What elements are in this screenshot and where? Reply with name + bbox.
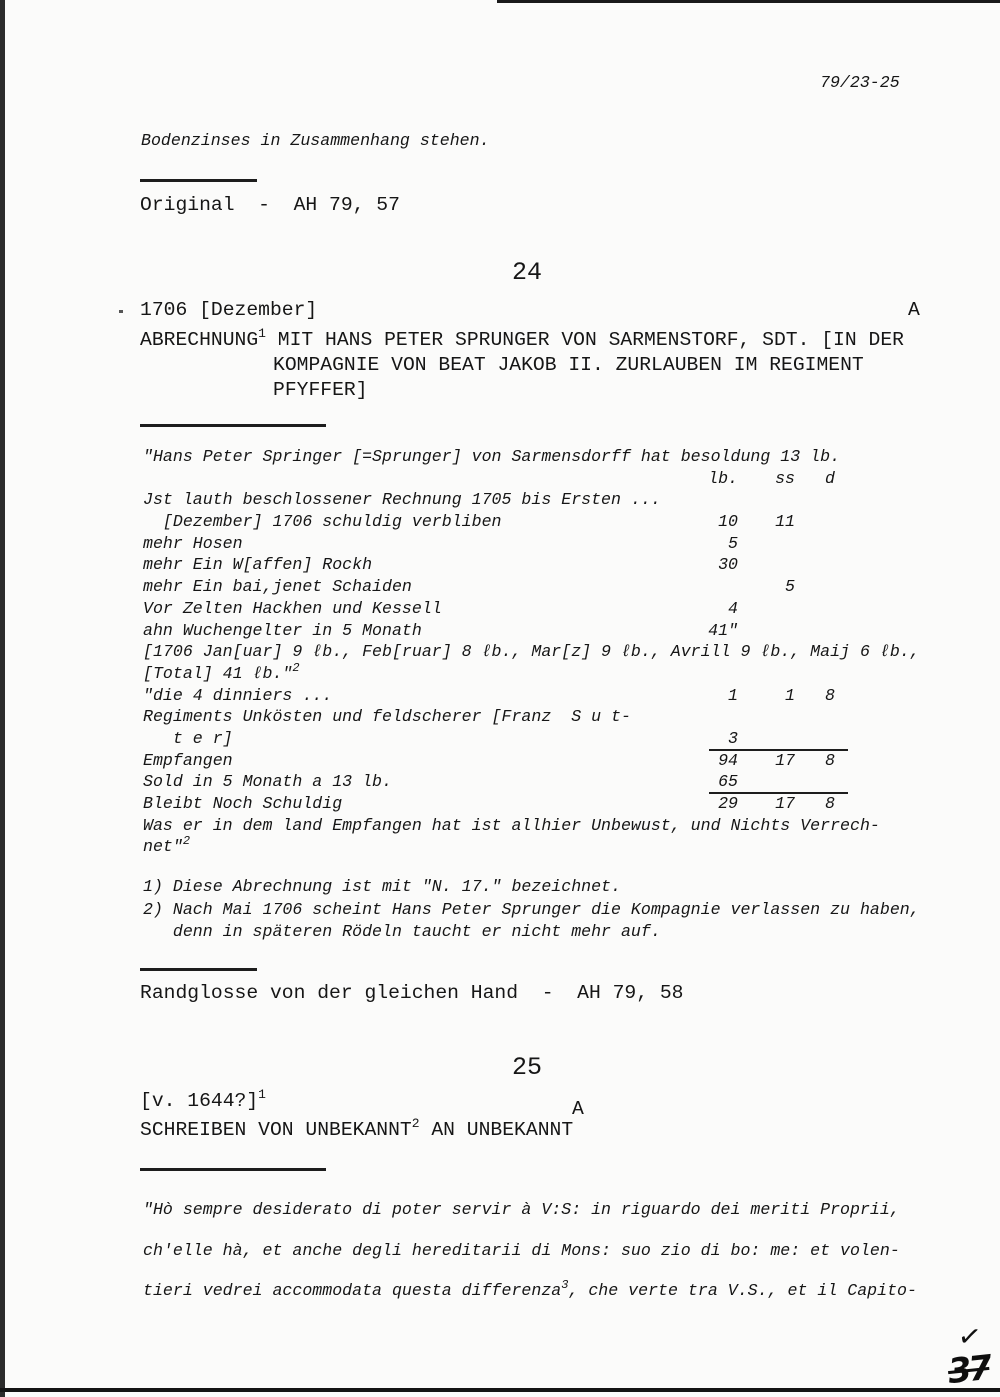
entry-24-number: 24 — [512, 258, 543, 287]
account-row-label: Bleibt Noch Schuldig — [143, 794, 343, 813]
amount-lb: 65 — [718, 772, 738, 792]
account-row-label: ahn Wuchengelter in 5 Monath — [143, 620, 422, 640]
archive-ref-number: 79/23-25 — [820, 73, 900, 92]
account-header-row — [143, 468, 903, 490]
account-row-label: "die 4 dinniers ... — [143, 685, 333, 705]
footnote-1: 1) Diese Abrechnung ist mit "N. 17." bezeichnet. — [143, 877, 621, 896]
amount-ss: 11 — [775, 512, 795, 532]
amount-lb: 30 — [718, 555, 738, 575]
account-row-label: Was er in dem land Empfangen hat ist allhier Unbewust, und Nichts Verrech- — [143, 815, 880, 835]
account-row-label: mehr Hosen — [143, 533, 243, 553]
account-row — [143, 620, 903, 642]
footnote-marker-2: 2 — [292, 660, 300, 675]
account-row — [143, 815, 903, 837]
footnote-marker-3: 3 — [561, 1278, 569, 1292]
separator-line — [140, 179, 257, 182]
quote-line3-text: tieri vedrei accommodata questa differenza — [143, 1281, 562, 1300]
entry-25-title — [140, 1116, 574, 1141]
account-row — [143, 511, 903, 533]
carryover-text: Bodenzinses in Zusammenhang stehen. — [141, 131, 490, 150]
column-header-lb: lb. — [708, 468, 738, 488]
footnote-marker-1: 1 — [258, 1087, 266, 1102]
original-reference: Original - AH 79, 57 — [140, 194, 400, 216]
entry-24-title-line2: KOMPAGNIE VON BEAT JAKOB II. ZURLAUBEN IM REGIMENT — [273, 354, 864, 376]
amount-d: 8 — [825, 685, 835, 705]
scan-speck — [119, 310, 123, 313]
account-row-label: Vor Zelten Hackhen und Kessell — [143, 598, 442, 618]
footnote-marker-2: 2 — [182, 834, 191, 849]
account-row — [143, 554, 903, 576]
footnote-marker-2: 2 — [411, 1116, 420, 1131]
amount-lb: 4 — [728, 598, 738, 618]
account-row — [143, 685, 903, 707]
account-table — [143, 446, 920, 858]
account-row-label: Sold in 5 Monath a 13 lb. — [143, 772, 392, 792]
account-row-label: t e r] — [143, 728, 233, 748]
column-header-d: d — [825, 468, 835, 488]
account-row — [143, 793, 903, 815]
page-bottom-border — [0, 1388, 1000, 1392]
quote-line3 — [143, 1278, 917, 1300]
amount-lb: 1 — [728, 685, 738, 705]
amount-lb: 10 — [718, 512, 738, 532]
entry-24-date: 1706 [Dezember] — [140, 299, 318, 321]
account-intro: "Hans Peter Springer [=Sprunger] von Sarmensdorff hat besoldung 13 lb. — [143, 447, 841, 466]
account-row — [143, 660, 903, 685]
account-row — [143, 598, 903, 620]
amount-lb: 3 — [728, 728, 738, 748]
account-row — [143, 750, 903, 772]
page-top-border — [497, 0, 1000, 3]
account-row-label: Jst lauth beschlossener Rechnung 1705 bis Ersten ... — [143, 490, 661, 510]
amount-lb: 5 — [728, 533, 738, 553]
entry-24-title-line1 — [140, 326, 904, 351]
separator-line — [140, 424, 326, 427]
account-row-label: Regiments Unkösten und feldscherer [Franz S u t- — [143, 707, 631, 727]
randglosse-reference: Randglosse von der gleichen Hand - AH 79, 58 — [140, 982, 684, 1004]
amount-ss: 17 — [775, 794, 795, 813]
account-row — [143, 533, 903, 555]
entry-24-title-rest: MIT HANS PETER SPRUNGER VON SARMENSTORF, SDT. [IN DER — [265, 329, 904, 351]
account-row — [143, 771, 903, 793]
entry-25-number: 25 — [512, 1053, 543, 1082]
quote-line3-rest: , che verte tra V.S., et il Capito- — [568, 1281, 917, 1300]
entry-25-quotation — [143, 1190, 917, 1313]
account-row-label: mehr Ein bai,jenet Schaiden — [143, 577, 412, 597]
account-row-label: Empfangen — [143, 750, 233, 770]
amount-ss: 1 — [785, 685, 795, 705]
amount-d: 8 — [825, 750, 835, 770]
entry-25-date — [140, 1087, 266, 1112]
account-row-label: [Total] 41 ℓb." — [143, 663, 293, 683]
account-row-label: mehr Ein W[affen] Rockh — [143, 555, 373, 575]
quote-line1: "Hò sempre desiderato di poter servir à V:S: in riguardo dei meriti Proprii, — [143, 1200, 900, 1219]
entry-25-marginal-letter: A — [572, 1098, 584, 1120]
account-row — [143, 641, 920, 663]
account-row — [143, 576, 903, 598]
account-row-label: [1706 Jan[uar] 9 ℓb., Feb[ruar] 8 ℓb., Mar[z] 9 ℓb., Avrill 9 ℓb., Maij 6 ℓb., — [143, 642, 920, 662]
entry-25-date-text: [v. 1644?] — [140, 1090, 259, 1112]
entry-24-marginal-letter: A — [908, 299, 920, 321]
separator-line — [140, 1168, 326, 1171]
handwritten-page-number: 37 — [946, 1347, 992, 1393]
footnote-2-line1: 2) Nach Mai 1706 scheint Hans Peter Sprunger die Kompagnie verlassen zu haben, — [143, 899, 920, 919]
entry-25-title-part2: AN UNBEKANNT — [419, 1119, 574, 1141]
account-row — [143, 836, 903, 858]
amount-ss: 5 — [785, 577, 795, 597]
entry-24-title-word: ABRECHNUNG — [140, 329, 259, 351]
entry-25-title-part1: SCHREIBEN VON UNBEKANNT — [140, 1119, 412, 1141]
amount-ss: 17 — [775, 750, 795, 770]
amount-d: 8 — [825, 794, 835, 813]
amount-lb: 41" — [708, 620, 738, 640]
account-row-label: [Dezember] 1706 schuldig verbliben — [143, 512, 502, 532]
page-left-border — [0, 0, 5, 1397]
handwritten-checkmark: ✓ — [955, 1318, 984, 1355]
account-intro-row — [143, 446, 903, 468]
account-row — [143, 728, 903, 750]
amount-lb: 29 — [718, 794, 738, 813]
footnote-2-line2: denn in späteren Rödeln taucht er nicht mehr auf. — [143, 922, 661, 941]
account-row — [143, 489, 903, 511]
column-header-ss: ss — [775, 468, 795, 488]
entry-24-title-line3: PFYFFER] — [273, 379, 368, 401]
separator-line — [140, 968, 257, 971]
account-row — [143, 706, 903, 728]
amount-lb: 94 — [718, 750, 738, 770]
account-row-label: net" — [143, 837, 183, 857]
footnote-marker-1: 1 — [258, 326, 266, 341]
quote-line2: ch'elle hà, et anche degli hereditarii di Mons: suo zio di bo: me: et volen- — [143, 1240, 900, 1260]
footnotes-block — [143, 876, 920, 944]
